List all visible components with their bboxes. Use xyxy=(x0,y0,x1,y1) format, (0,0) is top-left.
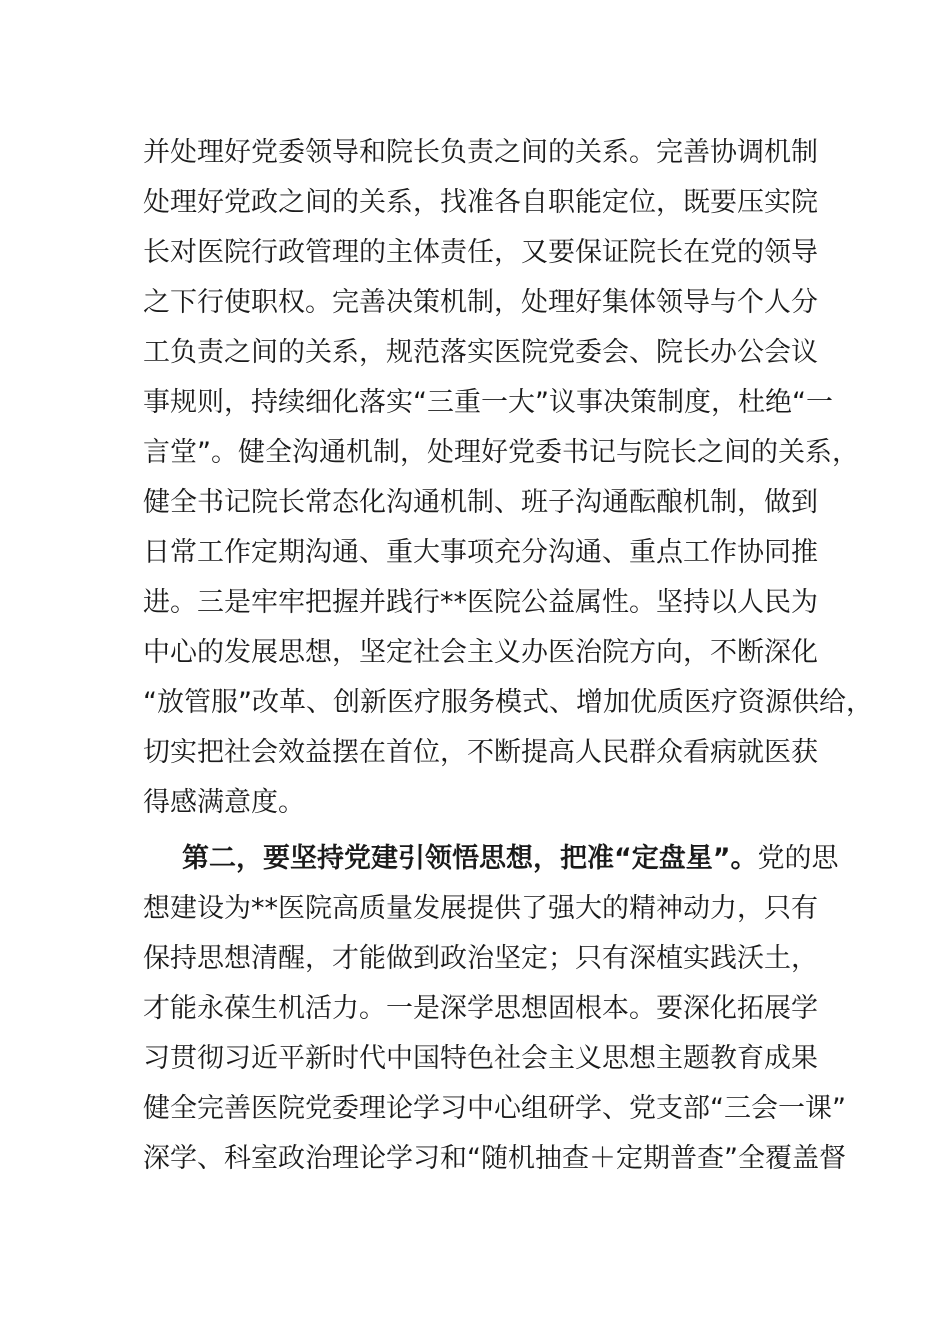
document-body xyxy=(143,128,873,1184)
text-line-first xyxy=(143,834,843,884)
text-line: “放管服”改革、创新医疗服务模式、增加优质医疗资源供给， xyxy=(143,687,873,718)
text-line: 保持思想清醒，才能做到政治坚定；只有深植实践沃土， xyxy=(143,943,818,974)
text-line: 深学、科室政治理论学习和“随机抽查＋定期普查”全覆盖督 xyxy=(143,1143,846,1174)
text-line: 工负责之间的关系，规范落实医院党委会、院长办公会议 xyxy=(143,337,818,368)
paragraph-1 xyxy=(143,128,873,828)
text-line: 中心的发展思想，坚定社会主义办医治院方向，不断深化 xyxy=(143,637,818,668)
text-line: 长对医院行政管理的主体责任，又要保证院长在党的领导 xyxy=(143,237,818,268)
section-heading: 第二，要坚持党建引领悟思想，把准“定盘星”。 xyxy=(182,843,758,874)
paragraph-2 xyxy=(143,834,846,1184)
text-line: 事规则，持续细化落实“三重一大”议事决策制度，杜绝“一 xyxy=(143,387,833,418)
text-line: 切实把社会效益摆在首位，不断提高人民群众看病就医获 xyxy=(143,737,818,768)
text-line: 并处理好党委领导和院长负责之间的关系。完善协调机制 xyxy=(143,137,818,168)
text-line: 想建设为**医院高质量发展提供了强大的精神动力，只有 xyxy=(143,893,818,924)
text-line: 健全书记院长常态化沟通机制、班子沟通酝酿机制，做到 xyxy=(143,487,818,518)
text-line: 言堂”。健全沟通机制，处理好党委书记与院长之间的关系， xyxy=(143,437,859,468)
heading-line-rest: 党的思 xyxy=(757,843,839,874)
text-line: 日常工作定期沟通、重大事项充分沟通、重点工作协同推 xyxy=(143,537,818,568)
text-line: 处理好党政之间的关系，找准各自职能定位，既要压实院 xyxy=(143,187,818,218)
text-line: 才能永葆生机活力。一是深学思想固根本。要深化拓展学 xyxy=(143,993,818,1024)
text-line: 习贯彻习近平新时代中国特色社会主义思想主题教育成果 xyxy=(143,1043,818,1074)
text-line: 之下行使职权。完善决策机制，处理好集体领导与个人分 xyxy=(143,287,818,318)
text-line: 进。三是牢牢把握并践行**医院公益属性。坚持以人民为 xyxy=(143,587,818,618)
text-line: 健全完善医院党委理论学习中心组研学、党支部“三会一课” xyxy=(143,1093,846,1124)
text-line: 得感满意度。 xyxy=(143,787,305,818)
